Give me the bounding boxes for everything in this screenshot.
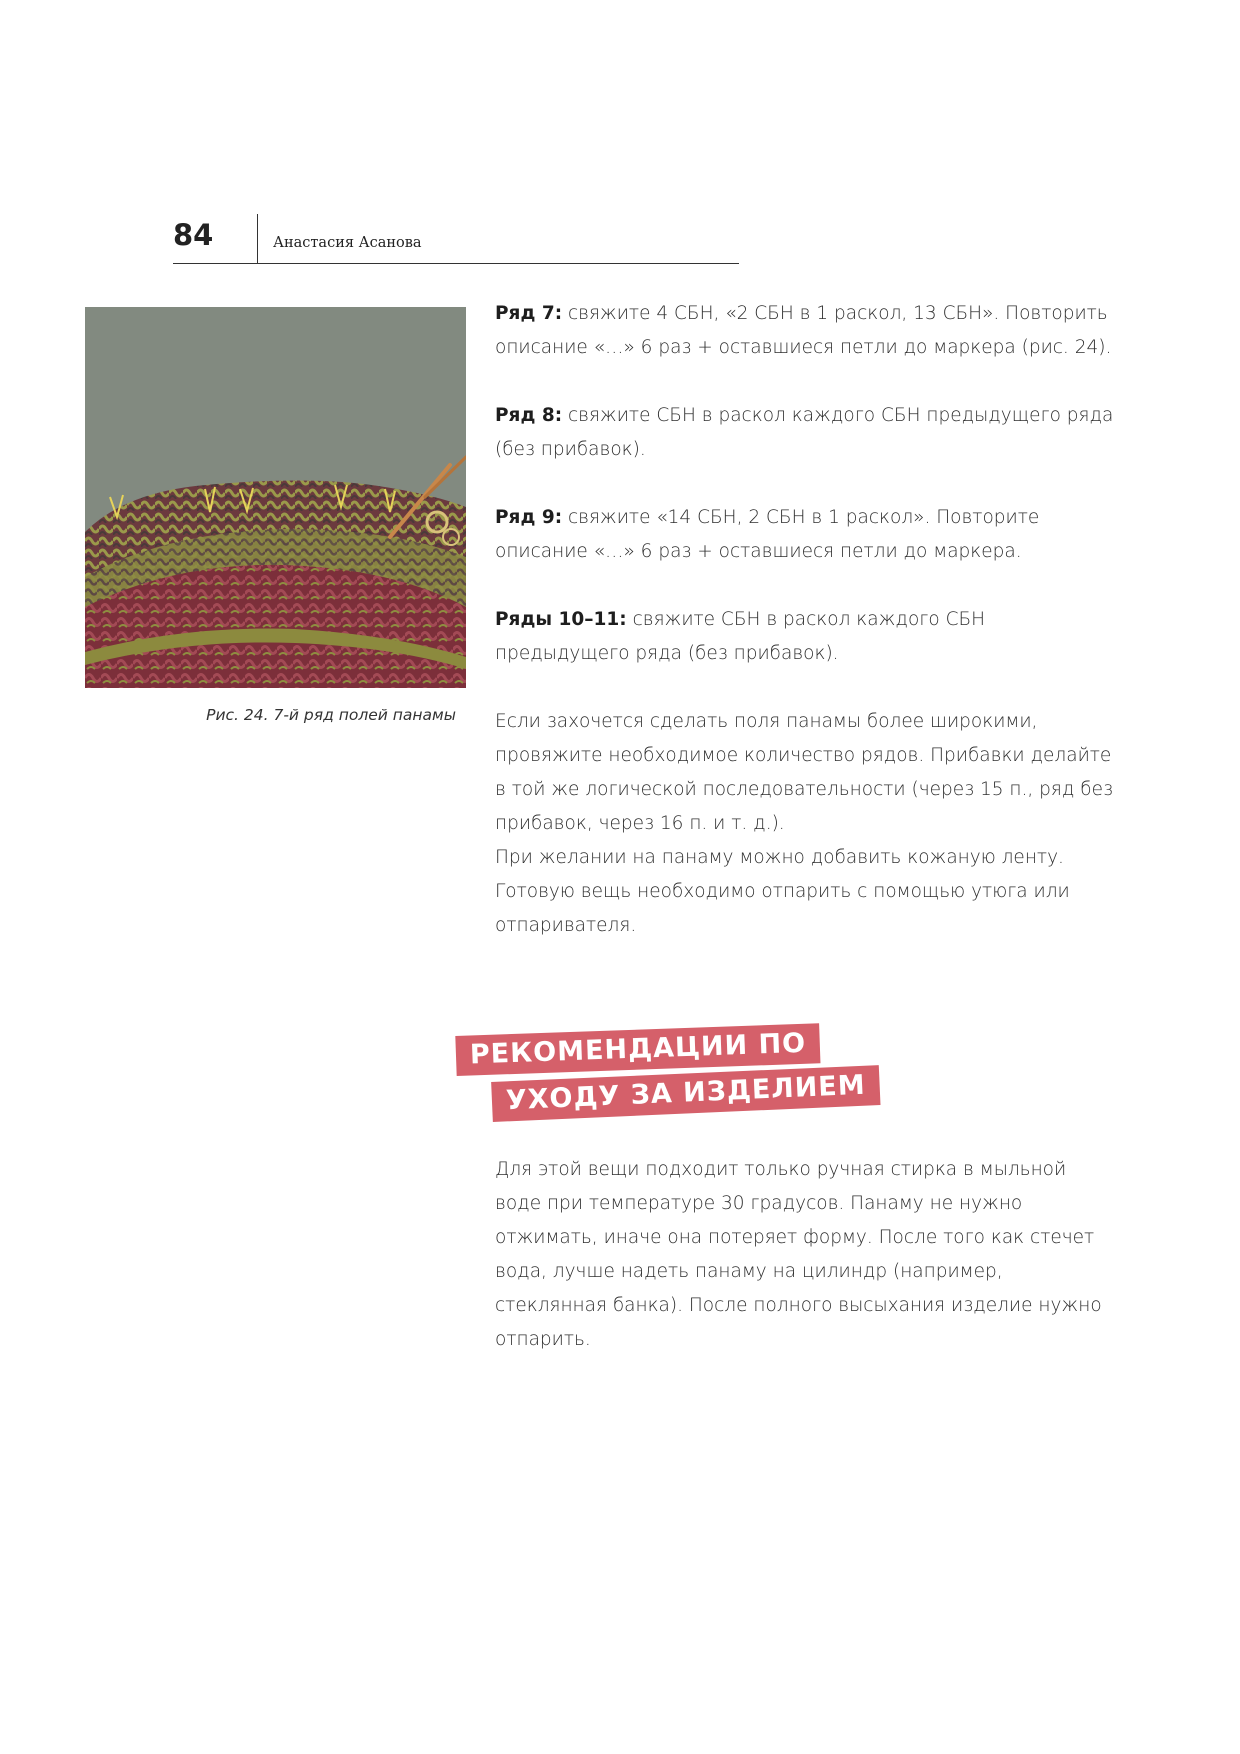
care-heading-line-2: УХОДУ ЗА ИЗДЕЛИЕМ (491, 1065, 880, 1122)
page-number: 84 (173, 218, 214, 252)
row-text: свяжите 4 СБН, «2 СБН в 1 раскол, 13 СБН». Повторить описание «…» 6 раз + оставшиеся петли до маркера (рис. 24). (495, 303, 1112, 358)
row-text: свяжите СБН в раскол каждого СБН предыдущего ряда (без прибавок). (495, 405, 1114, 460)
note-paragraph-1: Если захочется сделать поля панамы более широкими, провяжите необходимое количество рядов. Прибавки делайте в той же логической последовательности (через 15 п., ряд без прибавок, через 16 п. и т. д.). (495, 711, 1113, 834)
row-label: Ряд 7: (495, 303, 563, 324)
instruction-rows-10-11 (495, 603, 1115, 671)
row-text: свяжите СБН в раскол каждого СБН предыдущего ряда (без прибавок). (495, 609, 986, 664)
row-label: Ряды 10–11: (495, 609, 627, 630)
care-text: Для этой вещи подходит только ручная стирка в мыльной воде при температуре 30 градусов. Панаму не нужно отжимать, иначе она потеряет форму. После того как стечет вода, лучше надеть панаму на цилиндр (например, стеклянная банка). После полного высыхания изделие нужно отпарить. (495, 1159, 1102, 1350)
header-rule (173, 263, 739, 264)
header-divider (257, 214, 258, 263)
page-header (173, 214, 739, 264)
care-heading-line-1: РЕКОМЕНДАЦИИ ПО (455, 1023, 820, 1076)
instruction-row-9 (495, 501, 1115, 569)
row-label: Ряд 9: (495, 507, 563, 528)
instruction-row-7 (495, 297, 1115, 365)
row-label: Ряд 8: (495, 405, 563, 426)
note-paragraph-2: При желании на панаму можно добавить кожаную ленту. Готовую вещь необходимо отпарить с помощью утюга или отпаривателя. (495, 847, 1070, 936)
care-heading (456, 1027, 867, 1136)
figure-caption: Рис. 24. 7-й ряд полей панамы (206, 706, 456, 724)
knitted-hat-photo (85, 307, 466, 688)
author-name: Анастасия Асанова (273, 235, 422, 251)
instructions-column (495, 297, 1115, 943)
instruction-row-8 (495, 399, 1115, 467)
row-text: свяжите «14 СБН, 2 СБН в 1 раскол». Повторите описание «…» 6 раз + оставшиеся петли до маркера. (495, 507, 1040, 562)
